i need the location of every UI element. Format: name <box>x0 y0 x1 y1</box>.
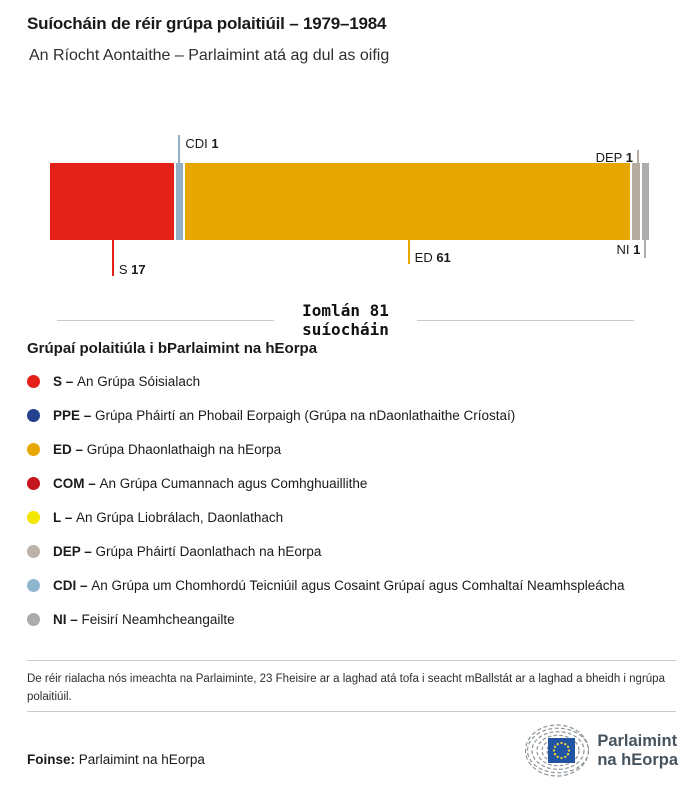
legend-item-l <box>27 500 687 534</box>
callout-tick-ed <box>408 240 410 264</box>
total-seats-separator <box>57 301 634 339</box>
chart <box>0 130 700 290</box>
callout-tick-ni <box>644 240 646 258</box>
page-title: Suíocháin de réir grúpa polaitiúil – 1979–1984 <box>27 14 387 33</box>
legend-dot-icon <box>27 579 40 592</box>
total-seats-line2: suíocháin <box>302 320 389 339</box>
legend-item-dep <box>27 534 687 568</box>
legend-label: PPE – Grúpa Pháirtí an Phobail Eorpaigh (Grúpa na nDaonlathaithe Críostaí) <box>53 407 516 423</box>
european-parliament-logo <box>525 724 678 778</box>
legend-dot-icon <box>27 613 40 626</box>
total-seats-label <box>274 301 417 339</box>
legend-dot-icon <box>27 375 40 388</box>
callout-label-s: S 17 <box>118 262 146 277</box>
callout-label-cdi: CDI 1 <box>185 136 219 151</box>
hemicycle-icon <box>525 724 589 778</box>
legend-label: COM – An Grúpa Cumannach agus Comhghuaillithe <box>53 475 368 491</box>
logo-wordmark <box>597 732 678 770</box>
source-line <box>27 752 205 767</box>
legend-item-cdi <box>27 568 687 602</box>
separator-line-right <box>417 320 634 321</box>
callout-label-ed: ED 61 <box>414 250 451 265</box>
callout-label-ni: NI 1 <box>616 242 641 257</box>
legend-label: ED – Grúpa Dhaonlathaigh na hEorpa <box>53 441 282 457</box>
bar-segment-s <box>50 163 174 240</box>
callout-tick-dep <box>637 150 639 163</box>
total-seats-line1: Iomlán 81 <box>302 301 389 320</box>
footnote: De réir rialacha nós imeachta na Parlaiminte, 23 Fheisire ar a laghad atá tofa i seacht mBallstát ar a laghad a bheidh i ngrúpa polaitiúil. <box>27 660 676 706</box>
bar-segment-ed <box>185 163 630 240</box>
logo-line1: Parlaimint <box>597 732 678 750</box>
legend-item-ppe <box>27 398 687 432</box>
seat-bar <box>50 163 649 240</box>
legend-item-s <box>27 364 687 398</box>
legend-label: DEP – Grúpa Pháirtí Daonlathach na hEorpa <box>53 543 322 559</box>
legend-dot-icon <box>27 443 40 456</box>
source-value: Parlaimint na hEorpa <box>75 752 205 767</box>
legend-dot-icon <box>27 511 40 524</box>
callout-tick-s <box>112 240 114 276</box>
separator-line-left <box>57 320 274 321</box>
callout-tick-cdi <box>178 135 180 163</box>
legend-heading: Grúpaí polaitiúla i bParlaimint na hEorpa <box>27 340 318 357</box>
callout-label-dep: DEP 1 <box>595 150 633 165</box>
source-label: Foinse: <box>27 752 76 767</box>
legend-item-ed <box>27 432 687 466</box>
legend-label: S – An Grúpa Sóisialach <box>53 373 201 389</box>
legend-label: NI – Feisirí Neamhcheangailte <box>53 611 235 627</box>
bar-segment-dep <box>632 163 639 240</box>
logo-line2: na hEorpa <box>597 751 678 769</box>
legend-item-com <box>27 466 687 500</box>
legend-label: CDI – An Grúpa um Chomhordú Teicniúil agus Cosaint Grúpaí agus Comhaltaí Neamhspleácha <box>53 577 625 593</box>
legend-dot-icon <box>27 545 40 558</box>
legend-dot-icon <box>27 409 40 422</box>
bar-segment-cdi <box>176 163 183 240</box>
bar-segment-ni <box>642 163 649 240</box>
legend-label: L – An Grúpa Liobrálach, Daonlathach <box>53 509 284 525</box>
legend-item-ni <box>27 602 687 636</box>
footer-divider <box>27 711 676 712</box>
eu-flag <box>548 738 575 763</box>
legend-dot-icon <box>27 477 40 490</box>
legend <box>27 364 687 636</box>
page-subtitle: An Ríocht Aontaithe – Parlaimint atá ag dul as oifig <box>29 47 390 64</box>
